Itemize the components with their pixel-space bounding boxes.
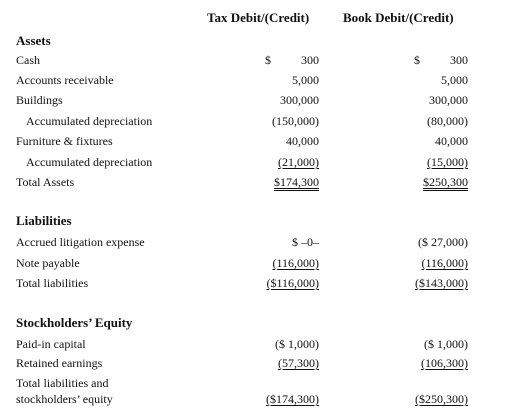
row-label: Paid-in capital — [16, 337, 86, 351]
book-value: (80,000) — [427, 114, 468, 128]
tax-value: ($ 1,000) — [275, 337, 319, 351]
total-liabilities-book: ($143,000) — [415, 276, 468, 290]
total-equity-tax: ($174,300) — [266, 392, 319, 406]
liabilities-heading: Liabilities — [16, 213, 72, 228]
total-liabilities-label: Total liabilities — [16, 276, 89, 290]
total-equity-label: stockholders’ equity — [16, 392, 113, 406]
tax-value: (21,000) — [278, 155, 319, 169]
book-value: ($ 1,000) — [424, 337, 468, 351]
total-assets-label: Total Assets — [16, 175, 75, 189]
tax-value: (150,000) — [272, 114, 319, 128]
book-value: 300,000 — [429, 93, 468, 107]
tax-value: 5,000 — [292, 73, 319, 87]
tax-value: (57,300) — [278, 356, 319, 370]
book-value: 300 — [450, 53, 468, 67]
row-label: Accumulated depreciation — [26, 114, 153, 128]
assets-heading: Assets — [16, 33, 51, 48]
book-value: 5,000 — [441, 73, 468, 87]
tax-value: $ –0– — [292, 235, 319, 249]
book-value: 40,000 — [435, 134, 468, 148]
row-label: Furniture & fixtures — [16, 134, 113, 148]
book-value: (116,000) — [421, 256, 468, 270]
row-label: Accrued litigation expense — [16, 235, 145, 249]
total-liabilities-tax: ($116,000) — [266, 276, 319, 290]
row-label: Buildings — [16, 93, 63, 107]
tax-value: 300 — [301, 53, 319, 67]
total-assets-tax: $174,300 — [274, 175, 319, 189]
book-value: (15,000) — [427, 155, 468, 169]
row-label: Cash — [16, 53, 40, 67]
book-value: ($ 27,000) — [418, 235, 468, 249]
book-value: (106,300) — [421, 356, 468, 370]
tax-column-header: Tax Debit/(Credit) — [207, 10, 310, 25]
book-column-header: Book Debit/(Credit) — [343, 10, 454, 25]
tax-value: 40,000 — [286, 134, 319, 148]
row-label: Note payable — [16, 256, 80, 270]
total-equity-book: ($250,300) — [415, 392, 468, 406]
row-label: Retained earnings — [16, 356, 103, 370]
row-label: Total liabilities and — [16, 376, 109, 390]
row-label: Accumulated depreciation — [26, 155, 153, 169]
tax-value: 300,000 — [280, 93, 319, 107]
total-assets-book: $250,300 — [423, 175, 468, 189]
dollar-sign: $ — [414, 53, 420, 67]
row-label: Accounts receivable — [16, 73, 114, 87]
dollar-sign: $ — [265, 53, 271, 67]
equity-heading: Stockholders’ Equity — [16, 315, 133, 330]
tax-value: (116,000) — [272, 256, 319, 270]
